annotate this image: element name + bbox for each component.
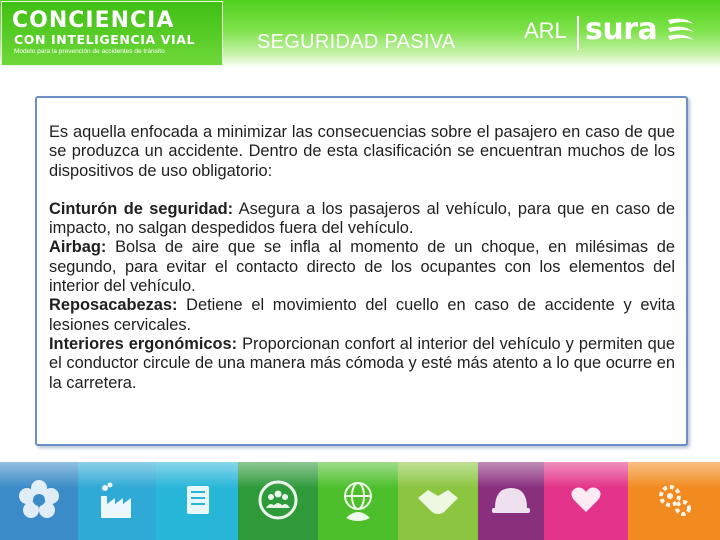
item-cinturon [49,200,675,239]
logo-line-2: CON INTELIGENCIA VIAL [14,32,196,47]
heart-hand-icon [564,478,608,522]
notebook-icon [177,478,217,522]
footer-tile [0,462,78,540]
item-reposacabezas [49,296,675,335]
flower-icon [17,478,61,522]
footer-tile [478,462,544,540]
gears-icon [652,478,696,522]
item-text: Asegura a los pasajeros al vehículo, para que en caso de impacto, no salgan despedidos fuera del vehículo. [49,199,675,238]
footer-tile [628,462,720,540]
footer-tile [156,462,238,540]
globe-leaf-icon [336,478,380,526]
page-title: SEGURIDAD PASIVA [257,31,456,53]
sura-swoosh-icon [666,14,696,50]
footer-tile [78,462,156,540]
intro-paragraph: Es aquella enfocada a minimizar las consecuencias sobre el pasajero en caso de que se produzca un accidente. Dentro de esta clasificación se encuentran muchos de los dispositivos de uso obligatorio: [49,123,675,180]
header-bar [0,0,720,68]
factory-icon [95,478,139,522]
footer-icon-strip [0,462,720,540]
item-term: Airbag: [49,238,107,257]
item-term: Interiores ergonómicos: [49,334,238,353]
item-airbag [49,238,675,296]
conciencia-logo [1,1,223,66]
footer-tile [398,462,478,540]
logo-line-1: CONCIENCIA [12,8,175,33]
item-text: Bolsa de aire que se infla al momento de un choque, en milésimas de segundo, para evitar el contacto directo de los ocupantes con los elementos del interior del vehículo. [49,238,675,296]
item-interiores [49,335,675,393]
item-text: Proporcionan confort al interior del vehículo y permiten que el conductor circule de una manera más cómoda y esté más atento a lo que ocurre en la carretera. [49,334,675,392]
item-term: Cinturón de seguridad: [49,199,234,218]
content-text [49,123,675,393]
item-term: Reposacabezas: [49,296,178,315]
brand-arl: ARL [524,18,567,43]
handshake-icon [414,478,462,522]
people-circle-icon [256,478,300,522]
footer-tile [318,462,398,540]
logo-line-3: Modelo para la prevención de accidentes de tránsito [14,48,165,55]
brand-divider [577,16,579,50]
content-panel [35,96,688,446]
footer-tile [544,462,628,540]
item-text: Detiene el movimiento del cuello en caso de accidente y evita lesiones cervicales. [49,296,675,334]
brand-sura: sura [585,12,658,47]
helmet-icon [489,478,533,522]
footer-tile [238,462,318,540]
